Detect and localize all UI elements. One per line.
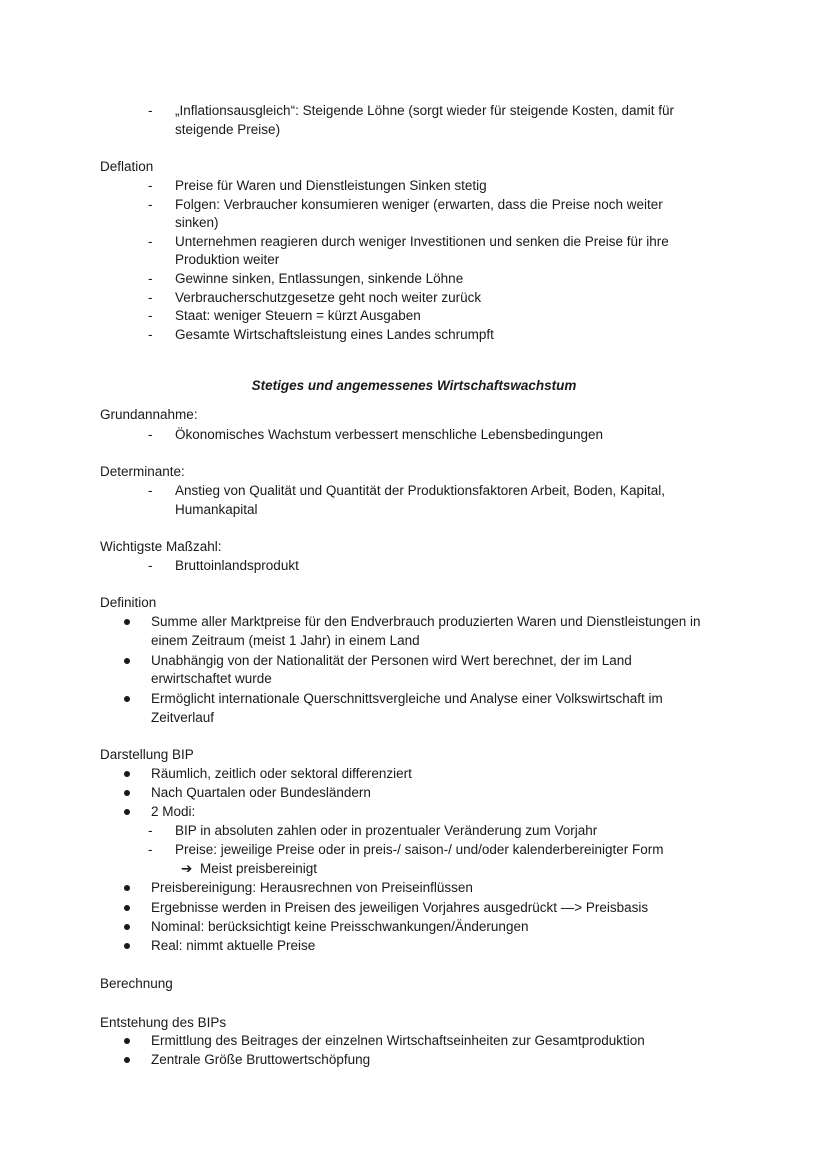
list-item-text: 2 Modi:: [151, 804, 196, 819]
dash-marker: -: [148, 427, 153, 442]
list-item-text: Räumlich, zeitlich oder sektoral differenziert: [151, 766, 412, 781]
heading-grundannahme: Grundannahme:: [100, 407, 198, 422]
bullet-marker: [124, 696, 130, 702]
list-item-text: Unabhängig von der Nationalität der Personen wird Wert berechnet, der im Land: [151, 653, 632, 668]
dash-marker: -: [148, 197, 153, 212]
arrow-right-icon: ➔: [181, 861, 193, 876]
dash-marker: -: [148, 823, 153, 838]
list-item-text: Anstieg von Qualität und Quantität der Produktionsfaktoren Arbeit, Boden, Kapital,: [175, 483, 666, 498]
list-item-text: Real: nimmt aktuelle Preise: [151, 938, 316, 953]
bullet-marker: [124, 771, 130, 777]
bullet-marker: [124, 809, 130, 815]
heading-masszahl: Wichtigste Maßzahl:: [100, 539, 222, 554]
dash-marker: -: [148, 271, 153, 286]
list-item-text: sinken): [175, 215, 219, 230]
bullet-marker: [124, 658, 130, 664]
dash-marker: -: [148, 842, 153, 857]
heading-darstellung: Darstellung BIP: [100, 747, 194, 762]
bullet-marker: [124, 885, 130, 891]
list-item-text: Folgen: Verbraucher konsumieren weniger (erwarten, dass die Preise noch weiter: [175, 197, 663, 212]
list-item-text: Humankapital: [175, 502, 258, 517]
dash-marker: -: [148, 483, 153, 498]
heading-definition: Definition: [100, 595, 157, 610]
heading-entstehung: Entstehung des BIPs: [100, 1015, 227, 1030]
dash-marker: -: [148, 327, 153, 342]
list-item-text: Gewinne sinken, Entlassungen, sinkende Löhne: [175, 271, 464, 286]
bullet-marker: [124, 924, 130, 930]
list-item-text: Nominal: berücksichtigt keine Preisschwankungen/Änderungen: [151, 919, 529, 934]
dash-marker: -: [148, 234, 153, 249]
list-item-text: Ermöglicht internationale Querschnittsvergleiche und Analyse einer Volkswirtschaft im: [151, 691, 663, 706]
list-item-text: Bruttoinlandsprodukt: [175, 558, 299, 573]
list-item-text: Preisbereinigung: Herausrechnen von Preiseinflüssen: [151, 880, 473, 895]
dash-marker: -: [148, 308, 153, 323]
list-item-text: Staat: weniger Steuern = kürzt Ausgaben: [175, 308, 421, 323]
bullet-marker: [124, 943, 130, 949]
dash-marker: -: [148, 558, 153, 573]
list-item-text: Preise: jeweilige Preise oder in preis-/ saison-/ und/oder kalenderbereinigter Form: [175, 842, 664, 857]
list-item-text: Ergebnisse werden in Preisen des jeweiligen Vorjahres ausgedrückt —> Preisbasis: [151, 900, 649, 915]
list-item-text: Gesamte Wirtschaftsleistung eines Landes schrumpft: [175, 327, 494, 342]
list-item-text: Produktion weiter: [175, 252, 280, 267]
list-item-text: erwirtschaftet wurde: [151, 671, 272, 686]
list-item-text: BIP in absoluten zahlen oder in prozentualer Veränderung zum Vorjahr: [175, 823, 598, 838]
list-item-text: steigende Preise): [175, 122, 281, 137]
heading-determinante: Determinante:: [100, 464, 185, 479]
dash-marker: -: [148, 103, 153, 118]
list-item-text: Verbraucherschutzgesetze geht noch weiter zurück: [175, 290, 482, 305]
list-item-text: Zeitverlauf: [151, 710, 215, 725]
heading-berechnung: Berechnung: [100, 976, 173, 991]
list-item-text: Nach Quartalen oder Bundesländern: [151, 785, 371, 800]
list-item-text: Summe aller Marktpreise für den Endverbrauch produzierten Waren und Dienstleistungen in: [151, 614, 701, 629]
list-item-text: Unternehmen reagieren durch weniger Investitionen und senken die Preise für ihre: [175, 234, 669, 249]
dash-marker: -: [148, 178, 153, 193]
list-item-text: Ökonomisches Wachstum verbessert menschliche Lebensbedingungen: [175, 427, 603, 442]
bullet-marker: [124, 1038, 130, 1044]
section-title: Stetiges und angemessenes Wirtschaftswachstum: [251, 378, 577, 393]
bullet-marker: [124, 905, 130, 911]
bullet-marker: [124, 619, 130, 625]
list-item-text: „Inflationsausgleich“: Steigende Löhne (sorgt wieder für steigende Kosten, damit für: [175, 103, 675, 118]
list-item-text: Zentrale Größe Bruttowertschöpfung: [151, 1052, 371, 1067]
heading-deflation: Deflation: [100, 159, 154, 174]
list-item-text: Meist preisbereinigt: [200, 861, 318, 876]
list-item-text: Ermittlung des Beitrages der einzelnen Wirtschaftseinheiten zur Gesamtproduktion: [151, 1033, 645, 1048]
list-item-text: Preise für Waren und Dienstleistungen Sinken stetig: [175, 178, 487, 193]
bullet-marker: [124, 1057, 130, 1063]
dash-marker: -: [148, 290, 153, 305]
list-item-text: einem Zeitraum (meist 1 Jahr) in einem Land: [151, 633, 420, 648]
bullet-marker: [124, 790, 130, 796]
